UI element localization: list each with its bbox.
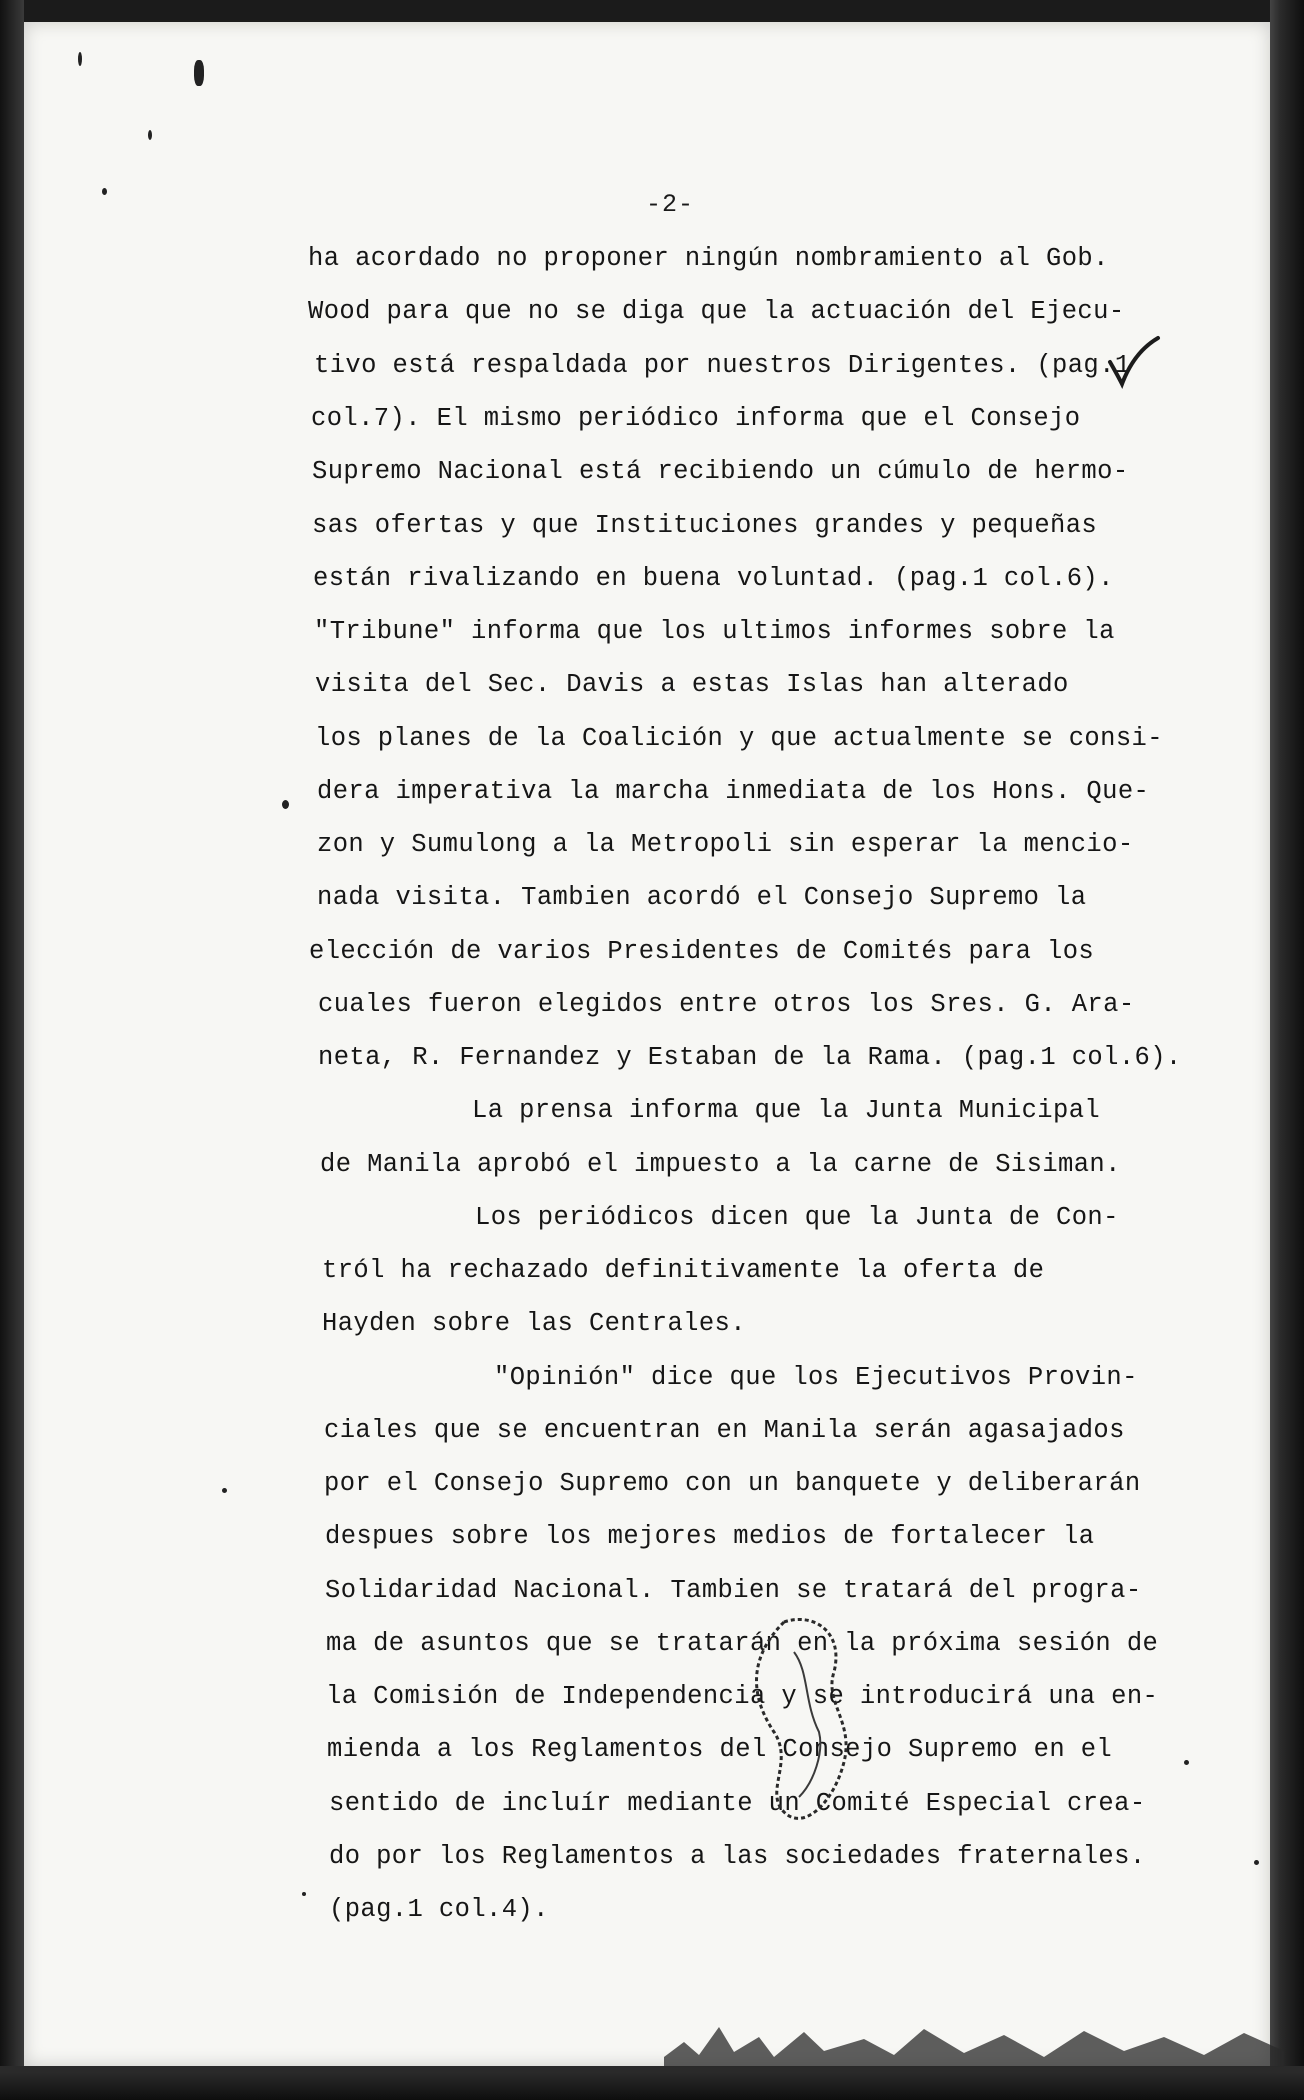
text-line: nada visita. Tambien acordó el Consejo Supremo la <box>317 883 1087 912</box>
ink-speck <box>1184 1760 1189 1765</box>
text-line: "Opinión" dice que los Ejecutivos Provin- <box>494 1363 1138 1392</box>
handwritten-check-mark <box>1104 332 1164 392</box>
text-line: sas ofertas y que Instituciones grandes y pequeñas <box>312 511 1098 540</box>
text-line: ma de asuntos que se tratarán en la próxima sesión de <box>326 1629 1159 1658</box>
text-line: sentido de incluír mediante un Comité Especial crea- <box>329 1789 1146 1818</box>
text-line: do por los Reglamentos a las sociedades fraternales. <box>329 1842 1146 1871</box>
text-line: la Comisión de Independencia y se introducirá una en- <box>326 1682 1159 1711</box>
text-line: "Tribune" informa que los ultimos informes sobre la <box>314 617 1115 646</box>
text-line: están rivalizando en buena voluntad. (pag.1 col.6). <box>313 564 1114 593</box>
text-line: mienda a los Reglamentos del Consejo Supremo en el <box>327 1735 1113 1764</box>
torn-edge-marks <box>664 2007 1284 2067</box>
text-line: (pag.1 col.4). <box>329 1895 549 1924</box>
ink-speck <box>222 1488 227 1493</box>
text-line: ciales que se encuentran en Manila serán agasajados <box>324 1416 1125 1445</box>
text-line: La prensa informa que la Junta Municipal <box>472 1096 1101 1125</box>
scan-edge-bottom <box>0 2066 1304 2100</box>
text-line: elección de varios Presidentes de Comités para los <box>309 937 1095 966</box>
document-page <box>24 22 1270 2066</box>
text-line: Supremo Nacional está recibiendo un cúmulo de hermo- <box>312 457 1129 486</box>
ink-speck <box>282 800 289 809</box>
text-line: visita del Sec. Davis a estas Islas han alterado <box>315 670 1069 699</box>
scan-edge-right <box>1270 0 1304 2100</box>
text-line: tivo está respaldada por nuestros Dirigentes. (pag.1 <box>314 351 1131 380</box>
text-line: despues sobre los mejores medios de fortalecer la <box>325 1522 1095 1551</box>
page-number: -2- <box>646 190 695 219</box>
text-line: ha acordado no proponer ningún nombramiento al Gob. <box>308 244 1109 273</box>
ink-speck <box>302 1892 306 1896</box>
text-line: por el Consejo Supremo con un banquete y deliberarán <box>324 1469 1141 1498</box>
text-line: de Manila aprobó el impuesto a la carne de Sisiman. <box>320 1150 1121 1179</box>
text-line: tról ha rechazado definitivamente la oferta de <box>322 1256 1045 1285</box>
text-line: los planes de la Coalición y que actualmente se consi- <box>315 724 1163 753</box>
ink-speck <box>194 60 204 86</box>
text-line: cuales fueron elegidos entre otros los Sres. G. Ara- <box>318 990 1135 1019</box>
text-line: Los periódicos dicen que la Junta de Con- <box>475 1203 1119 1232</box>
text-line: Wood para que no se diga que la actuación del Ejecu- <box>308 297 1125 326</box>
text-line: zon y Sumulong a la Metropoli sin esperar la mencio- <box>317 830 1134 859</box>
text-line: Hayden sobre las Centrales. <box>322 1309 746 1338</box>
ink-speck <box>78 52 82 66</box>
ink-speck <box>102 188 107 195</box>
text-line: Solidaridad Nacional. Tambien se tratará del progra- <box>325 1576 1142 1605</box>
text-line: col.7). El mismo periódico informa que el Consejo <box>311 404 1081 433</box>
ink-speck <box>1254 1860 1259 1865</box>
text-line: dera imperativa la marcha inmediata de los Hons. Que- <box>317 777 1150 806</box>
text-line: neta, R. Fernandez y Estaban de la Rama. (pag.1 col.6). <box>318 1043 1182 1072</box>
scan-edge-left <box>0 0 24 2100</box>
ink-speck <box>148 130 152 140</box>
ink-smudge <box>724 1612 884 1842</box>
